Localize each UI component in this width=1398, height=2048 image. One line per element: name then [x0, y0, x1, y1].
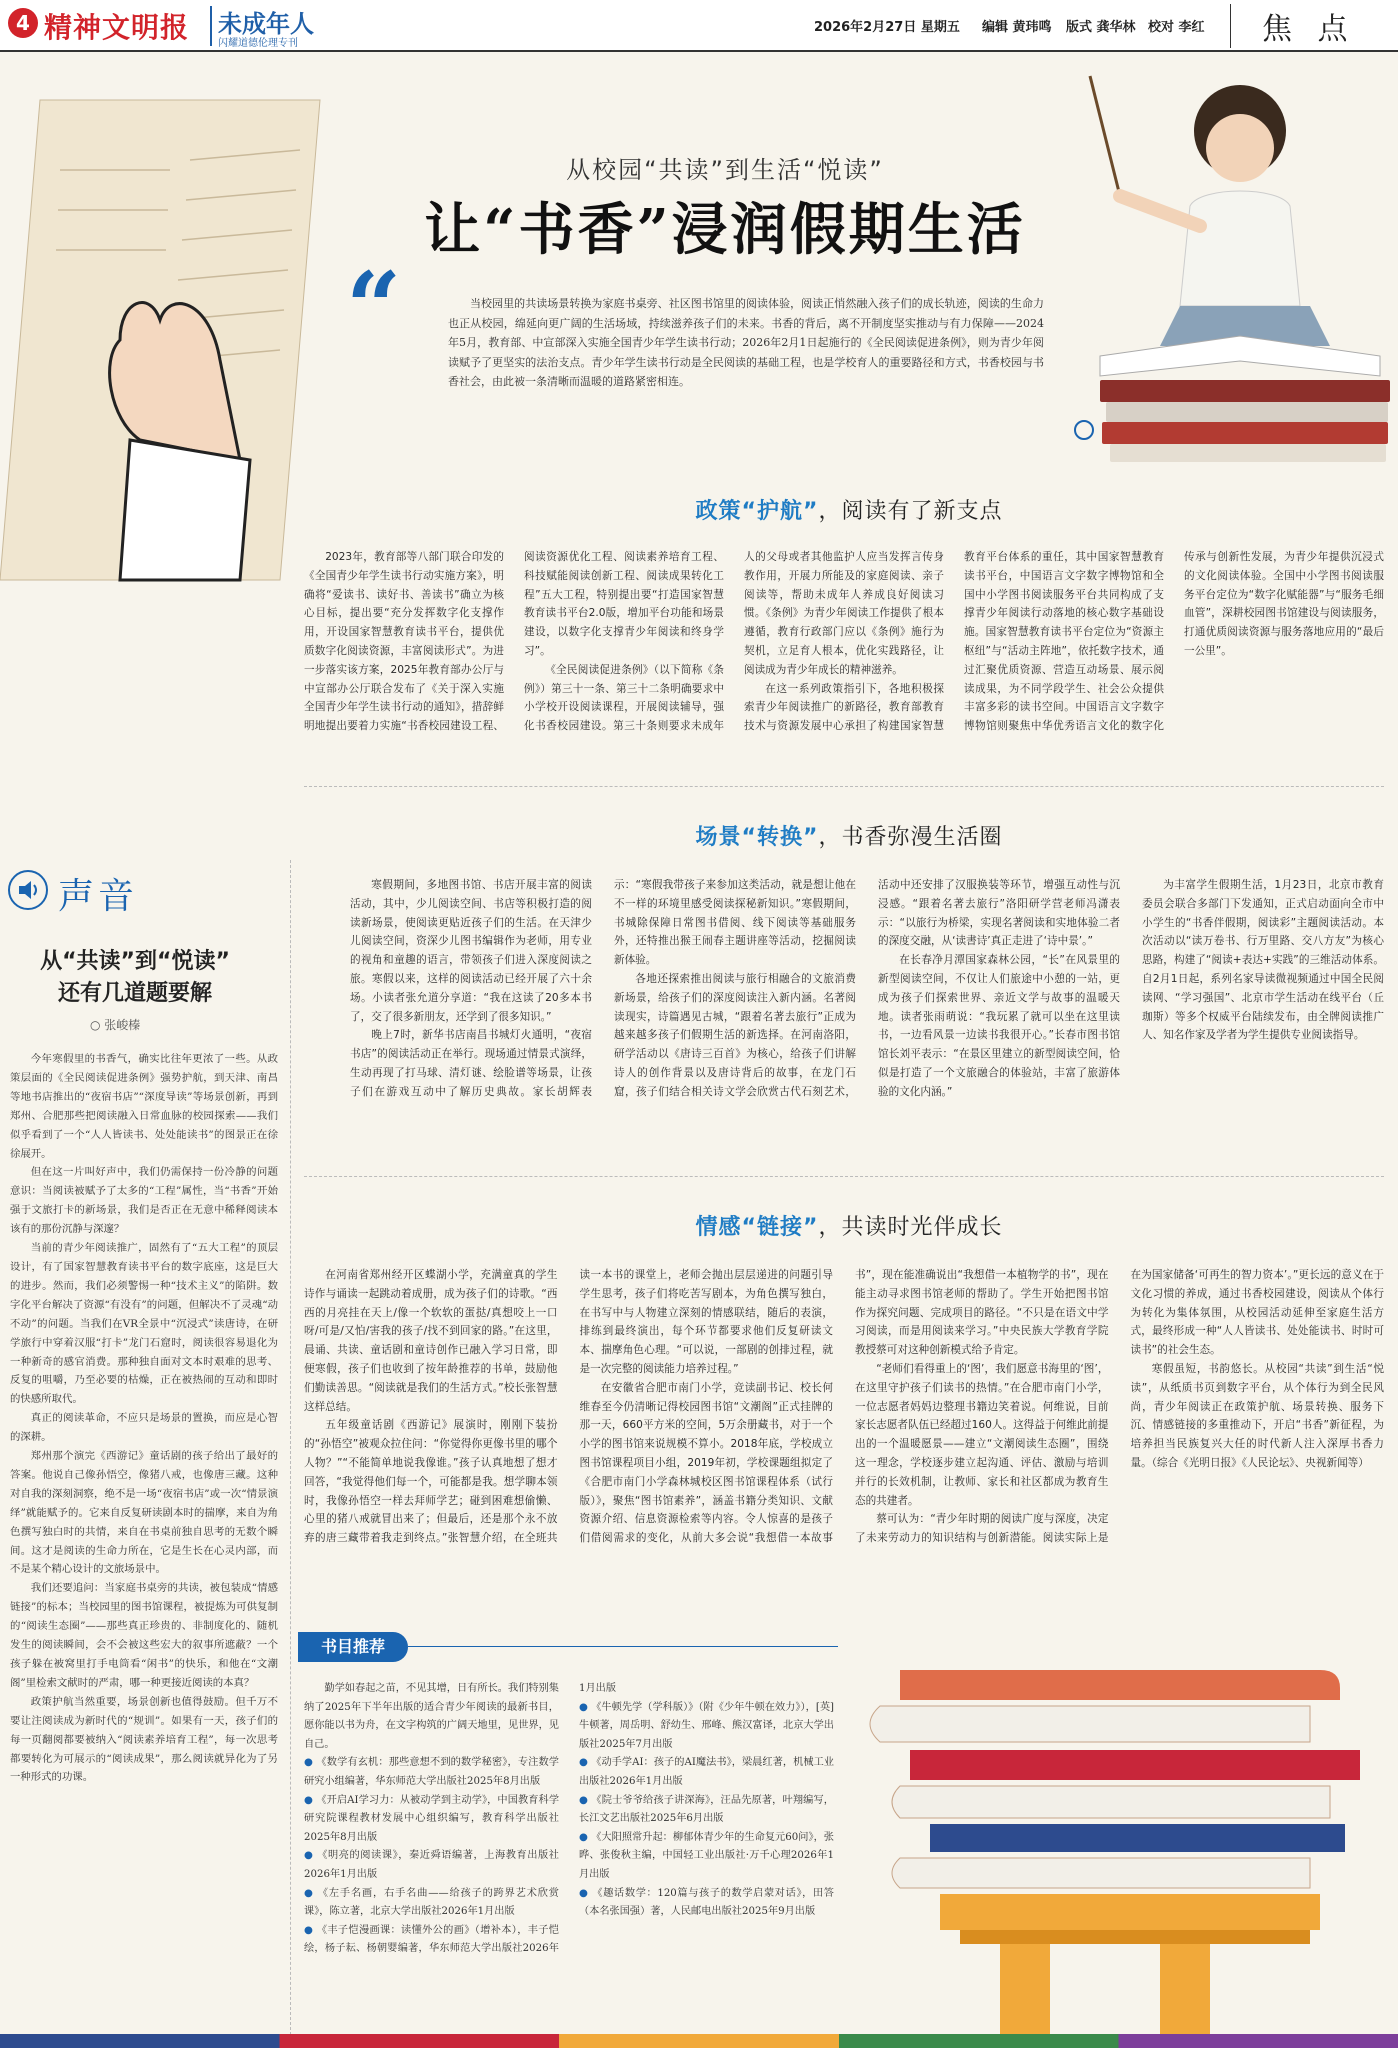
- section-heading-rest: ，共读时光伴成长: [818, 1215, 1003, 1240]
- paragraph: 在河南省郑州经开区蝶湖小学，充满童真的学生诗作与诵读一起跳动着成册，成为孩子们的诗歌。“西西的月亮挂在天上/像一个软软的蛋挞/真想咬上一口呀/可是/又怕/害我的孩子/找不到回家的路。”在这里，晨诵、共读、童话剧和童诗创作已融入学习日常，即便寒假，孩子们也收到了按年龄推荐的书单，鼓励他们勤读善思。“阅读就是我们的生活方式。”校长张智慧这样总结。: [304, 1269, 558, 1413]
- section-policy-body: [304, 548, 1384, 768]
- section-heading-em: 政策“护航”: [695, 499, 819, 524]
- issue-date: 2026年2月27日 星期五: [814, 20, 960, 35]
- section-heading-em: 场景“转换”: [695, 825, 819, 850]
- book-stack-layer-1: [1100, 380, 1390, 402]
- paragraph: 蔡可认为：“青少年时期的阅读广度与深度，决定了未来劳动力的知识结构与创新潜能。阅读实际上是在为国家储备‘可再生的智力资本’。”更长远的意义在于文化习惯的养成，通过书香校园建设，阅读从个体行为转化为集体氛围，从校园活动延伸至家庭生活方式，最终形成一种“人人皆读书、处处能读书、时时可读书”的社会生态。: [855, 1269, 1384, 1545]
- book-item: ● 《牛顿先学（学科版）》（附《少年牛顿在效力》），[英]牛顿著，周岳明、舒幼生、邢峰、熊汉富译，北京大学出版社2025年7月出版: [579, 1701, 834, 1750]
- proof-credit: 校对 李红: [1148, 20, 1205, 35]
- open-quote-icon: “: [346, 251, 402, 364]
- book-item: ● 《明亮的阅读课》，秦近舜语编著，上海教育出版社2026年1月出版: [304, 1850, 559, 1880]
- paragraph: 《全民阅读促进条例》（以下简称《条例》）第三十一条、第三十二条明确要求中小学校开设阅读课程，开展阅读辅导，强化书香校园建设。第三十条则要求未成年人的父母或者其他监护人应当发挥言传身教作用，开展力所能及的家庭阅读、亲子阅读等，帮助未成年人养成良好阅读习惯。《条例》为青少年阅读工作提供了根本遵循，教育行政部门应以《条例》施行为契机，立足育人根本，优化实践路径，让阅读成为青少年成长的精神滋养。: [524, 551, 944, 733]
- voice-author-name: 张峻榛: [104, 1018, 141, 1032]
- paper-name: 精神文明报: [44, 11, 190, 44]
- voice-author: ○ 张峻榛: [90, 1018, 141, 1032]
- paragraph: 寒假虽短，书韵悠长。从校园“共读”到生活“悦读”，从纸质书页到数字平台，从个体行为到全民风尚，青少年阅读正在政策护航、场景转换、服务下沉、情感链接的多重推动下，开启“书香”新征程，为培养担当民族复兴大任的时代新人注入深厚书香力量。（综合《光明日报》《人民论坛》、央视新闻等）: [1130, 1362, 1384, 1469]
- section-heading-emotion: [300, 1210, 1398, 1241]
- section-heading-rest: ，书香弥漫生活圈: [818, 825, 1003, 850]
- paragraph: 为丰富学生假期生活，1月23日，北京市教育委员会联合多部门下发通知，正式启动面向全市中小学生的“书香伴假期，阅读彩”主题阅读活动。本次活动以“读万卷书、行万里路、交八方友”为核心思路，构建了“阅读+表达+实践”的三维活动体系。自2月1日起，系列名家导读微视频通过中国全民阅读网、“学习强国”、北京市学生活动在线平台（丘珈斯）等多个权威平台陆续发布，由全牌阅读推广人、知名作家及学者为学生提供专业阅读指导。: [1142, 879, 1384, 1042]
- book-item: ● 《院士爷爷给孩子讲深海》，汪品先原著，叶翔编写，长江文艺出版社2025年6月出版: [579, 1794, 834, 1825]
- voice-megaphone-icon: [8, 870, 48, 910]
- paragraph: 五年级童话剧《西游记》展演时，刚刚下装扮的“孙悟空”被观众拉住问：“你觉得你更像书里的哪个人物？”“不能简单地说我像谁。”孩子认真地想了想才回答，“我觉得他们每一个，可能都是我。想学聊本领时，我像孙悟空一样去拜师学艺；碰到困难想偷懒、心里的猪八戒就冒出来了；但最后，还是那个永不放弃的唐三藏带着我走到终点。”张智慧介绍，在全班共读一本书的课堂上，老师会抛出层层递进的问题引导学生思考，孩子们将吃苦写剧本，为角色撰写独白，在书写中与人物建立深刻的情感联结，随后的表演，排练到最终演出，每个环节都要求他们反复研读文本、揣摩角色心理。“可以说，一部剧的创排过程，就是一次完整的阅读能力培养过程。”: [304, 1269, 833, 1545]
- hero-kicker: 从校园“共读”到生活“悦读”: [566, 156, 884, 184]
- book-item: ● 《大阳照常升起：柳郁体青少年的生命复元60问》，张晔、张俊秋主编，中国轻工业出版社·万千心理2026年1月出版: [579, 1831, 834, 1880]
- book-stack-layer-3: [1102, 422, 1388, 444]
- paragraph: 在长春净月潭国家森林公园，“长”在风景里的新型阅读空间，不仅让人们旅途中小憩的一站，更成为孩子们探索世界、亲近文学与故事的温暖天地。读者张雨萌说：“我玩累了就可以坐在这里读书，一边看风景一边读书我很开心。”长春市图书馆馆长刘平表示：“在景区里建立的新型阅读空间，恰似是打造了一个文旅融合的体验站，丰富了旅游体验的文化内涵。”: [878, 954, 1120, 1098]
- section-heading-rest: ，阅读有了新支点: [818, 499, 1003, 524]
- speaker-icon: [10, 872, 46, 908]
- paragraph: 真正的阅读革命，不应只是场景的置换，而应是心智的深耕。: [10, 1412, 278, 1444]
- editor-credit: 编辑 黄玮鸣: [982, 20, 1052, 35]
- paragraph: 各地还探索推出阅读与旅行相融合的文旅消费新场景，给孩子们的深度阅读注入新内涵。名著阅读现实，诗篇遇见古城，“跟着名著去旅行”正成为越来越多孩子们假期生活的新选择。在河南洛阳，研学活动以《唐诗三百首》为核心，给孩子们讲解诗人的创作背景以及唐诗背后的故事，在龙门石窟，孩子们结合相关诗文学会欣赏古代石刻艺术，活动中还安排了汉服换装等环节，增强互动性与沉浸感。“跟着名著去旅行”洛阳研学营老师冯潇表示：“以旅行为桥梁，实现名著阅读和实地体验二者的深度交融，从‘读書诗’真正走进了‘诗中景’。”: [614, 879, 1120, 1098]
- section-emotion-body: [304, 1266, 1384, 1606]
- books-intro: 勤学如春起之苗，不见其增，日有所长。我们特别集纳了2025年下半年出版的适合青少年阅读的最新书目，愿你能以书为舟，在文字构筑的广阔天地里，见世界，见自己。: [304, 1683, 559, 1750]
- paragraph: 我们还要追问：当家庭书桌旁的共读，被包装成“情感链接”的标本；当校园里的图书馆课程，被提炼为可供复制的“阅读生态圈”——那些真正珍贵的、非制度化的、随机发生的阅读瞬间，会不会被这些宏大的叙事所遮蔽？一个孩子躲在被窝里打手电筒看“闲书”的快乐，和他在“文潮阁”里检索文献时的严肃，哪一种更接近阅读的本真？: [10, 1582, 278, 1689]
- paragraph: 在这一系列政策指引下，各地积极探索青少年阅读推广的新路径，教育部教育技术与资源发展中心承担了构建国家智慧教育平台体系的重任，其中国家智慧教育读书平台，中国语言文字数字博物馆和全国中小学图书阅读服务平台共同构成了支撑青少年阅读行动落地的核心数字基础设施。国家智慧教育读书平台定位为“资源主枢纽”与“活动主阵地”，依托数字技术，通过汇聚优质资源、营造互动场景、展示阅读成果，为不同学段学生、社会公众提供丰富多彩的读书空间。中国语言文字数字博物馆则聚焦中华优秀语言文化的数字化传承与创新性发展，为青少年提供沉浸式的文化阅读体验。全国中小学图书阅读服务平台定位为“数字化赋能器”与“服务毛细血管”，深耕校园图书馆建设与阅读服务，打通优质阅读资源与服务落地应用的“最后一公里”。: [744, 551, 1384, 733]
- paragraph: 政策护航当然重要，场景创新也值得鼓励。但千万不要让注阅读成为新时代的“规训”。如果有一天，孩子们的每一页翻阅都要被纳入“阅读素养培育工程”，每一次思考都要转化为可展示的“阅读成果”，那么阅读就异化为了另一种形式的功课。: [10, 1695, 278, 1784]
- book-stack-layer-2: [1106, 402, 1388, 422]
- topic-label: 焦 点: [1262, 12, 1356, 47]
- footer-color-strip: [0, 2034, 1398, 2048]
- section-heading-scenes: [300, 820, 1398, 851]
- layout-credit: 版式 龚华林: [1066, 20, 1136, 35]
- paragraph: 2023年，教育部等八部门联合印发的《全国青少年学生读书行动实施方案》，明确将“爱读书、读好书、善读书”确立为核心目标，提出要“充分发挥数字化支撑作用，开设国家智慧教育读书平台，提供优质数字化阅读资源，丰富阅读形式”。为进一步落实该方案，2025年教育部办公厅与中宣部办公厅联合发布了《关于深入实施全国青少年学生读书行动的通知》，措辞鲜明地提出要着力实施“书香校园建设工程、阅读资源优化工程、阅读素养培育工程、科技赋能阅读创新工程、阅读成果转化工程”五大工程，特别提出要“打造国家智慧教育读书平台2.0版，增加平台功能和场景建设，以数字化支撑青少年阅读和终身学习”。: [304, 551, 724, 733]
- book-item: ● 《左手名画，右手名曲——给孩子的跨界艺术欣赏课》，陈立著，北京大学出版社2026年1月出版: [304, 1887, 559, 1918]
- section-heading-policy: [300, 494, 1398, 525]
- book-item: ● 《数学有玄机：那些意想不到的数学秘密》，专注数学研究小组编著，华东师范大学出版社2025年8月出版: [304, 1757, 559, 1787]
- masthead: [0, 0, 1398, 52]
- voice-body: [10, 1050, 278, 2040]
- voice-label: 声音: [58, 876, 139, 917]
- paragraph: 晚上7时，新华书店南昌书城灯火通明，“夜宿书店”的阅读活动正在举行。现场通过情景式演绎，生动再现了打马球、清灯谜、绘脸谱等场景，让孩子们在游戏互动中了解历史典故。家长胡辉表示：“寒假我带孩子来参加这类活动，就是想让他在不一样的环境里感受阅读探秘新知识。”寒假期间，书城除保障日常图书借阅、线下阅读等基础服务外，还特推出猴王闹春主题讲座等活动，挖掘阅读新体验。: [350, 879, 856, 1098]
- books-label-rule: [408, 1646, 838, 1647]
- paragraph: 今年寒假里的书香气，确实比往年更浓了一些。从政策层面的《全民阅读促进条例》强势护航，到天津、南昌等地书店推出的“夜宿书店”“深度导读”等场景创新，再到郑州、合肥那些把阅读融入日常血脉的校园探索——我们似乎看到了一个“人人皆读书、处处能读书”的图景正在徐徐展开。: [10, 1053, 278, 1160]
- paragraph: 当前的青少年阅读推广，固然有了“五大工程”的顶层设计，有了国家智慧教育读书平台的数字底座，这是巨大的进步。然而，我们必须警惕一种“技术主义”的陷阱。数字化平台解决了资源“有没有”的问题，但解决不了灵魂“动不动”的问题。当我们在VR全景中“沉浸式”读唐诗，在研学旅行中穿着汉服“打卡”龙门石窟时，阅读很容易退化为一种新奇的感官消费。那种独自面对文本时艰难的思考、反复的咀嚼，乃至必要的枯燥，正在被热闹的互动和即时的快感所取代。: [10, 1242, 278, 1406]
- masthead-separator: [210, 6, 212, 46]
- hero-title: 让“书香”浸润假期生活: [424, 197, 1026, 263]
- paragraph: 但在这一片叫好声中，我们仍需保持一份冷静的问题意识：当阅读被赋予了太多的“工程”属性，当“书香”开始强于文旅打卡的新场景，我们是否正在无意中稀释阅读本该有的那份沉静与深邃？: [10, 1166, 278, 1236]
- column-rule: [290, 860, 291, 2040]
- books-label: 书目推荐: [298, 1632, 408, 1662]
- book-item: ● 《开启AI学习力：从被动学到主动学》，中国教育科学研究院课程教材发展中心组织编写，教育科学出版社2025年8月出版: [304, 1794, 560, 1843]
- book-stack-layer-4: [1110, 444, 1386, 462]
- section-heading-em: 情感“链接”: [695, 1215, 819, 1240]
- hero-lead: 当校园里的共读场景转换为家庭书桌旁、社区图书馆里的阅读体验，阅读正悄然融入孩子们的成长轨迹，阅读的生命力也正从校园，绵延向更广阔的生活场域，持续滋养孩子们的未来。书香的背后，离不开制度坚实推动与有力保障——2024年5月，教育部、中宣部深入实施全国青少年学生读书行动；2026年2月1日起施行的《全民阅读促进条例》，则为青少年阅读赋予了更坚实的法治支点。青少年学生读书行动是全民阅读的基础工程，也是学校育人的重要路径和方式，书香校园与书香社会，由此被一条清晰而温暖的道路紧密相连。: [448, 297, 1044, 388]
- paragraph: 在安徽省合肥市南门小学，竞读副书记、校长何维春至今仍清晰记得校园图书馆“文潮阁”正式挂牌的那一天，660平方米的空间，5万余册藏书，对于一个小学的图书馆来说规模不算小。2018年底，学校成立图书馆课程项目小组，2019年初，学校课题组拟定了《合肥市南门小学森林城校区图书馆课程体系（试行版）》，聚焦“图书馆素养”，涵盖书籍分类知识、文献资源介绍、信息资源检索等内容。令人惊喜的是孩子们借阅需求的变化，从前大多会说“我想借一本故事书”，现在能准确说出“我想借一本植物学的书”，现在能主动寻求图书馆老师的帮助了。学生开始把图书馆作为探究问题、完成项目的路径。“不只是在语文中学习阅读，而是用阅读来学习。”中央民族大学教育学院教授蔡可对这种创新模式给予肯定。: [579, 1269, 1109, 1545]
- section-divider: [304, 1176, 1384, 1177]
- books-list: [304, 1680, 834, 2020]
- topic-separator: [1230, 4, 1231, 48]
- book-item: ● 《趣话数学：120篇与孩子的数学启蒙对话》，田答（本名张国强）著，人民邮电出版社2025年9月出版: [579, 1887, 834, 1918]
- section-name: 未成年人: [218, 10, 314, 38]
- section-scenes-body: [350, 876, 1384, 1154]
- book-item: ● 《动手学AI：孩子的AI魔法书》，梁晨红著，机械工业出版社2026年1月出版: [579, 1757, 834, 1787]
- book-item: ● 《丰子恺漫画课：读懂外公的画》（增补本），丰子恺绘，杨子耘、杨朝婴编著，华东师范大学出版社2026年1月出版: [304, 1683, 617, 1955]
- paragraph: “老师们看得重上的‘图’，我们愿意书海里的‘图’，在这里守护孩子们读书的热情。”在合肥市南门小学，一位志愿者妈妈边整理书籍边笑着说。何维说，目前家长志愿者队伍已经超过160人。这得益于何维此前提出的一个温暖愿景——建立“文潮阅读生态圈”，围绕这一理念，学校逐步建立起沟通、评估、激励与培训并行的长效机制，让教师、家长和社区都成为教育生态的共建者。: [855, 1362, 1109, 1507]
- page-number-badge: 4: [8, 8, 38, 38]
- close-quote-icon: [1074, 420, 1094, 440]
- voice-title-line2: 还有几道题要解: [57, 981, 212, 1006]
- section-subtitle: 闪耀道德伦理专刊: [218, 38, 298, 49]
- section-divider: [304, 786, 1384, 787]
- stacked-books-illustration: [840, 1630, 1395, 2045]
- paragraph: 寒假期间，多地图书馆、书店开展丰富的阅读活动，其中，少儿阅读空间、书店等积极打造的阅读新场景，使阅读更贴近孩子们的生活。在天津少儿阅读空间，资深少儿图书编辑作为老师，用专业的视角和童趣的语言，带领孩子们进入深度阅读之旅。寒假以来，这样的阅读活动已经开展了六十余场。小读者张允道分享道：“我在这读了20多本书了，交了很多新朋友，还学到了很多知识。”: [350, 879, 592, 1023]
- paragraph: 郑州那个演完《西游记》童话剧的孩子给出了最好的答案。他说自己像孙悟空，像猪八戒，也像唐三藏。这种对自我的深刻洞察，绝不是一场“夜宿书店”或一次“情景演绎”就能赋予的。它来自反复研读剧本时的揣摩，来自为角色撰写独白时的共情，来自在书桌前独自思考的无数个瞬间。这才是阅读的生命力所在，它是生长在心灵内部，而不是某个精心设计的文旅场景中。: [10, 1450, 278, 1576]
- voice-title-line1: 从“共读”到“悦读”: [40, 949, 230, 974]
